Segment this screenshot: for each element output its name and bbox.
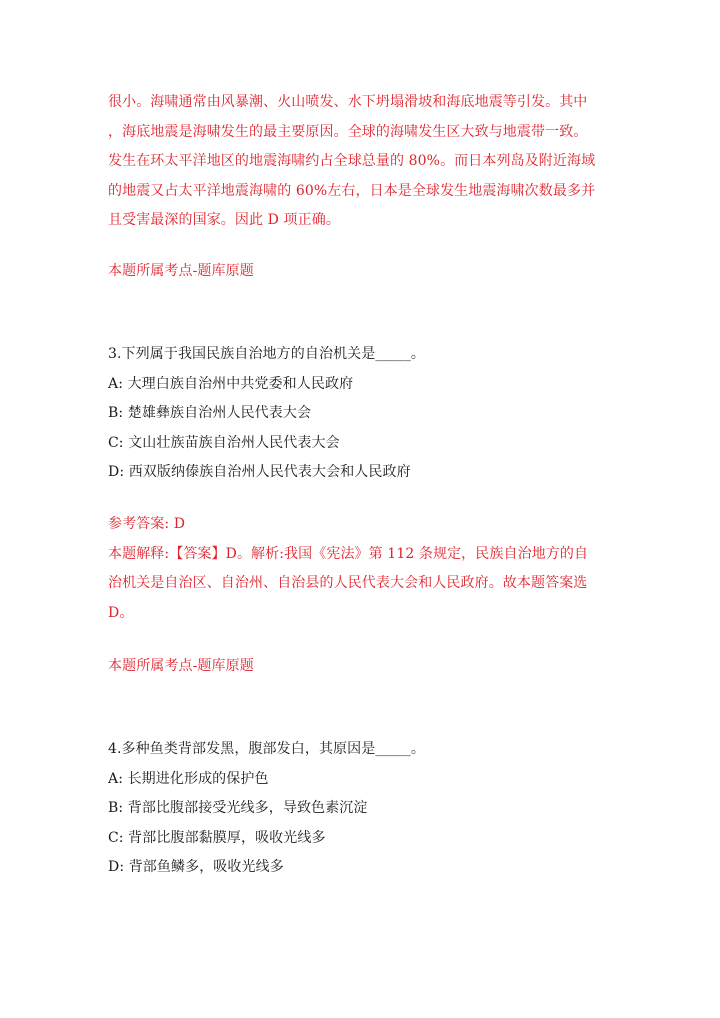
source-note-2 [108,652,608,682]
option-a: A: 大理白族自治州中共党委和人民政府 [108,375,354,392]
explanation-line: ，海底地震是海啸发生的最主要原因。全球的海啸发生区大致与地震带一致。 [108,123,588,140]
explanation-line: 且受害最深的国家。因此 D 项正确。 [108,212,340,228]
option-d: D: 西双版纳傣族自治州人民代表大会和人民政府 [108,464,411,480]
explanation-line: 的地震又占太平洋地震海啸的 60%左右，日本是全球发生地震海啸次数最多并 [108,182,596,199]
option-d: D: 背部鱼鳞多，吸收光线多 [108,859,284,875]
option-b: B: 楚雄彝族自治州人民代表大会 [108,405,312,421]
reference-answer: 参考答案: D [108,516,186,532]
source-note-1 [108,257,608,287]
explanation-line: 很小。海啸通常由风暴潮、火山喷发、水下坍塌滑坡和海底地震等引发。其中 [108,94,588,110]
question-3 [108,340,608,488]
explanation-line: 治机关是自治区、自治州、自治县的人民代表大会和人民政府。故本题答案选 [108,575,588,591]
option-b: B: 背部比腹部接受光线多，导致色素沉淀 [108,800,368,816]
question-text: 3.下列属于我国民族自治地方的自治机关是_____。 [108,346,425,362]
question-4 [108,735,608,883]
option-c: C: 背部比腹部黏膜厚，吸收光线多 [108,829,326,846]
answer-3 [108,510,608,628]
explanation-line: 发生在环太平洋地区的地震海啸约占全球总量的 80%。而日本列岛及附近海域 [108,153,596,169]
source-note: 本题所属考点-题库原题 [108,658,254,674]
option-c: C: 文山壮族苗族自治州人民代表大会 [108,434,340,451]
question-text: 4.多种鱼类背部发黑，腹部发白，其原因是_____。 [108,741,425,757]
explanation-continuation [108,88,608,236]
explanation-line: D。 [108,604,134,621]
option-a: A: 长期进化形成的保护色 [108,770,269,787]
source-note: 本题所属考点-题库原题 [108,263,254,279]
explanation-line: 本题解释:【答案】D。解析:我国《宪法》第 112 条规定，民族自治地方的自 [108,545,589,562]
